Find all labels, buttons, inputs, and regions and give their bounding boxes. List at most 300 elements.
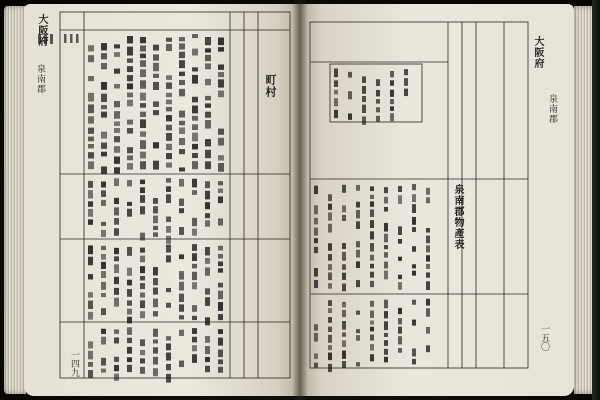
ink-glyph bbox=[398, 318, 402, 324]
ink-glyph bbox=[192, 133, 198, 142]
ink-glyph bbox=[127, 155, 133, 160]
ink-glyph bbox=[412, 184, 416, 190]
ink-glyph bbox=[88, 128, 94, 134]
ink-glyph bbox=[140, 131, 146, 136]
ink-glyph bbox=[376, 107, 380, 112]
ink-glyph bbox=[114, 298, 119, 307]
ink-glyph bbox=[140, 103, 146, 108]
ink-glyph bbox=[192, 253, 197, 261]
ink-glyph bbox=[153, 278, 158, 285]
ink-glyph bbox=[314, 333, 318, 342]
right-number-columns bbox=[314, 69, 430, 372]
ink-glyph bbox=[384, 223, 388, 232]
ink-glyph bbox=[140, 206, 145, 214]
ink-glyph bbox=[218, 64, 224, 69]
ink-glyph bbox=[218, 79, 224, 87]
ink-glyph bbox=[376, 90, 380, 97]
ink-glyph bbox=[127, 247, 132, 256]
ink-glyph bbox=[114, 337, 119, 343]
ink-glyph bbox=[166, 115, 172, 121]
ink-glyph bbox=[398, 336, 402, 344]
ink-glyph bbox=[192, 153, 198, 158]
ink-glyph bbox=[153, 357, 158, 365]
ink-glyph bbox=[101, 166, 107, 173]
ink-glyph bbox=[205, 37, 211, 45]
ink-glyph bbox=[127, 163, 133, 170]
ink-glyph bbox=[192, 218, 197, 226]
ink-glyph bbox=[88, 312, 93, 320]
ink-glyph bbox=[342, 252, 346, 261]
ink-glyph bbox=[356, 362, 360, 366]
ink-glyph bbox=[101, 105, 107, 109]
ink-glyph bbox=[356, 329, 360, 333]
ink-glyph bbox=[179, 80, 185, 85]
ink-glyph bbox=[314, 280, 318, 288]
ink-glyph bbox=[384, 340, 388, 346]
ink-glyph bbox=[140, 152, 146, 159]
ink-glyph bbox=[314, 268, 318, 277]
ink-glyph bbox=[153, 311, 158, 316]
ink-glyph bbox=[370, 321, 374, 325]
ink-glyph bbox=[356, 202, 360, 208]
ink-glyph bbox=[88, 362, 93, 367]
ink-glyph bbox=[140, 266, 145, 273]
ink-glyph bbox=[205, 346, 210, 354]
ink-glyph bbox=[342, 273, 346, 280]
ink-glyph bbox=[114, 84, 120, 88]
ink-glyph bbox=[192, 179, 197, 188]
ink-glyph bbox=[88, 45, 94, 51]
ink-glyph bbox=[356, 311, 360, 315]
ink-glyph bbox=[328, 353, 332, 361]
ink-glyph bbox=[390, 99, 394, 104]
ink-glyph bbox=[179, 37, 185, 41]
ink-glyph bbox=[205, 297, 210, 306]
ink-glyph bbox=[426, 264, 430, 269]
ink-glyph bbox=[328, 364, 332, 372]
ink-glyph bbox=[412, 320, 416, 326]
ink-glyph bbox=[218, 163, 224, 172]
ink-glyph bbox=[192, 97, 198, 103]
ink-glyph bbox=[348, 91, 352, 99]
ink-glyph bbox=[342, 264, 346, 270]
ink-glyph bbox=[205, 220, 210, 226]
left-name-columns bbox=[88, 34, 224, 174]
ink-glyph bbox=[101, 282, 106, 290]
ink-glyph bbox=[153, 101, 159, 107]
ink-glyph bbox=[101, 63, 107, 69]
ink-glyph bbox=[127, 128, 133, 134]
ink-glyph bbox=[140, 300, 145, 308]
ink-glyph bbox=[356, 261, 360, 268]
ink-glyph bbox=[101, 94, 107, 102]
ink-glyph bbox=[166, 303, 171, 308]
ink-glyph bbox=[426, 188, 430, 195]
ink-glyph bbox=[328, 345, 332, 350]
ink-glyph bbox=[328, 308, 332, 313]
ink-glyph bbox=[398, 308, 402, 314]
ink-glyph bbox=[166, 374, 171, 383]
ink-glyph bbox=[192, 34, 198, 38]
ink-glyph bbox=[153, 82, 159, 90]
ink-glyph bbox=[342, 243, 346, 249]
ink-glyph bbox=[179, 199, 184, 206]
ink-glyph bbox=[166, 364, 171, 370]
ink-glyph bbox=[342, 205, 346, 212]
ink-glyph bbox=[140, 37, 146, 43]
ink-glyph bbox=[179, 282, 184, 291]
ink-glyph bbox=[140, 180, 145, 185]
ink-glyph bbox=[384, 333, 388, 337]
ink-glyph bbox=[218, 338, 223, 346]
ink-glyph bbox=[114, 101, 120, 107]
ink-glyph bbox=[398, 257, 402, 261]
ink-glyph bbox=[127, 317, 132, 324]
ink-glyph bbox=[192, 305, 197, 312]
ink-glyph bbox=[398, 186, 402, 192]
ink-glyph bbox=[88, 55, 94, 62]
ink-glyph bbox=[192, 67, 198, 71]
ink-glyph bbox=[205, 48, 211, 52]
ink-glyph bbox=[205, 288, 210, 294]
ink-glyph bbox=[140, 248, 145, 253]
ink-glyph bbox=[205, 79, 211, 85]
ink-glyph bbox=[88, 104, 94, 113]
ink-glyph bbox=[328, 243, 332, 250]
ink-glyph bbox=[218, 283, 223, 288]
ink-glyph bbox=[205, 191, 210, 200]
ink-glyph bbox=[192, 190, 197, 195]
ink-glyph bbox=[179, 72, 185, 76]
ink-glyph bbox=[328, 327, 332, 332]
ink-glyph bbox=[166, 153, 172, 159]
ink-glyph bbox=[153, 161, 159, 170]
ink-glyph bbox=[314, 205, 318, 214]
ink-glyph bbox=[140, 140, 146, 149]
ink-glyph bbox=[101, 293, 106, 297]
ink-glyph bbox=[348, 72, 352, 78]
ink-glyph bbox=[114, 248, 119, 254]
ink-glyph bbox=[314, 238, 318, 243]
ink-glyph bbox=[88, 137, 94, 142]
ink-glyph bbox=[166, 125, 172, 131]
ink-glyph bbox=[153, 232, 158, 236]
ink-glyph bbox=[127, 36, 133, 44]
ink-glyph bbox=[140, 233, 145, 241]
ink-glyph bbox=[101, 143, 107, 149]
ink-glyph bbox=[179, 179, 184, 187]
ink-glyph bbox=[166, 100, 172, 105]
left-page-print bbox=[24, 4, 300, 396]
ink-glyph bbox=[114, 69, 120, 74]
ink-glyph bbox=[192, 272, 197, 280]
ink-glyph bbox=[334, 110, 338, 118]
ink-glyph bbox=[328, 335, 332, 343]
ink-glyph bbox=[166, 38, 172, 42]
ink-glyph bbox=[412, 204, 416, 213]
ink-glyph bbox=[153, 288, 158, 295]
ink-glyph bbox=[370, 220, 374, 228]
ink-glyph bbox=[205, 120, 211, 129]
ink-glyph bbox=[88, 219, 93, 224]
ink-glyph bbox=[370, 243, 374, 251]
ink-glyph bbox=[426, 281, 430, 290]
ink-glyph bbox=[127, 268, 132, 276]
ink-glyph bbox=[114, 198, 119, 204]
ink-glyph bbox=[192, 316, 197, 320]
ink-glyph bbox=[426, 299, 430, 306]
ink-glyph bbox=[88, 301, 93, 309]
ink-glyph bbox=[114, 146, 120, 153]
ink-glyph bbox=[205, 103, 211, 107]
ink-glyph bbox=[88, 144, 94, 148]
ink-glyph bbox=[127, 66, 133, 72]
ink-glyph bbox=[88, 152, 94, 158]
ink-glyph bbox=[412, 246, 416, 252]
ink-glyph bbox=[166, 144, 172, 150]
ink-glyph bbox=[114, 228, 119, 235]
ink-glyph bbox=[205, 63, 211, 69]
ink-glyph bbox=[390, 80, 394, 85]
ink-glyph bbox=[412, 271, 416, 276]
ink-glyph bbox=[205, 366, 210, 372]
ink-glyph bbox=[218, 138, 224, 146]
ink-glyph bbox=[384, 252, 388, 258]
ink-glyph bbox=[205, 161, 211, 169]
ink-glyph bbox=[314, 186, 318, 194]
ink-glyph bbox=[370, 231, 374, 239]
ink-glyph bbox=[192, 229, 197, 236]
ink-glyph bbox=[166, 217, 171, 223]
ink-glyph bbox=[101, 222, 106, 226]
ink-glyph bbox=[412, 227, 416, 232]
ink-glyph bbox=[153, 45, 159, 51]
ink-glyph bbox=[88, 76, 94, 81]
ink-glyph bbox=[153, 329, 158, 337]
ink-glyph bbox=[218, 268, 223, 272]
ink-glyph bbox=[166, 93, 172, 97]
ink-glyph bbox=[153, 142, 159, 148]
ink-glyph bbox=[412, 300, 416, 305]
ink-glyph bbox=[370, 255, 374, 261]
ink-glyph bbox=[426, 345, 430, 352]
ink-glyph bbox=[140, 187, 145, 193]
ink-glyph bbox=[348, 113, 352, 119]
ink-glyph bbox=[370, 311, 374, 318]
ink-glyph bbox=[153, 368, 158, 376]
ink-glyph bbox=[218, 181, 223, 185]
ink-glyph bbox=[370, 281, 374, 287]
ink-glyph bbox=[179, 121, 185, 125]
ink-glyph bbox=[390, 90, 394, 97]
ink-glyph bbox=[179, 315, 184, 319]
ink-glyph bbox=[179, 43, 185, 49]
ink-glyph bbox=[127, 365, 132, 372]
ink-glyph bbox=[218, 367, 223, 373]
ink-glyph bbox=[127, 47, 133, 56]
ink-glyph bbox=[342, 310, 346, 317]
ink-glyph bbox=[376, 79, 380, 86]
ink-glyph bbox=[114, 178, 119, 186]
ink-glyph bbox=[140, 119, 146, 128]
ink-glyph bbox=[205, 202, 210, 209]
ink-glyph bbox=[328, 254, 332, 260]
ink-glyph bbox=[140, 93, 146, 101]
ink-glyph bbox=[334, 80, 338, 87]
ink-glyph bbox=[218, 72, 224, 77]
ink-glyph bbox=[398, 275, 402, 280]
left-page-header: 大阪府 bbox=[36, 14, 47, 47]
ink-glyph bbox=[362, 117, 366, 125]
book-cover-edge bbox=[592, 0, 600, 400]
ink-glyph bbox=[101, 112, 107, 118]
ink-glyph bbox=[88, 245, 93, 254]
ink-glyph bbox=[370, 186, 374, 191]
ink-glyph bbox=[166, 226, 171, 233]
ink-glyph bbox=[404, 69, 408, 75]
ink-glyph bbox=[328, 272, 332, 280]
ink-glyph bbox=[362, 86, 366, 94]
ink-glyph bbox=[342, 215, 346, 221]
ink-glyph bbox=[218, 129, 224, 135]
ink-glyph bbox=[166, 133, 172, 141]
ink-glyph bbox=[398, 239, 402, 244]
ink-glyph bbox=[426, 228, 430, 233]
ink-glyph bbox=[140, 283, 145, 289]
ink-glyph bbox=[205, 55, 211, 61]
ink-glyph bbox=[101, 82, 107, 90]
ink-glyph bbox=[390, 113, 394, 121]
ink-glyph bbox=[153, 339, 158, 343]
ink-glyph bbox=[192, 264, 197, 269]
ink-glyph bbox=[384, 300, 388, 309]
ink-glyph bbox=[192, 328, 197, 334]
ink-glyph bbox=[101, 262, 106, 269]
ink-glyph bbox=[127, 75, 133, 81]
left-page-district: 泉南郡 bbox=[35, 64, 45, 94]
ink-glyph bbox=[342, 351, 346, 359]
ink-glyph bbox=[398, 348, 402, 353]
ink-glyph bbox=[114, 121, 120, 125]
ink-glyph bbox=[370, 301, 374, 307]
ink-glyph bbox=[166, 255, 171, 262]
ink-glyph bbox=[101, 369, 106, 373]
right-page-section-title: 泉南郡物產表 bbox=[452, 184, 463, 250]
ink-glyph bbox=[166, 163, 172, 168]
ink-glyph bbox=[362, 105, 366, 113]
ink-glyph bbox=[205, 112, 211, 118]
ink-glyph bbox=[88, 370, 93, 378]
ink-glyph bbox=[356, 241, 360, 247]
ink-glyph bbox=[370, 354, 374, 361]
ink-glyph bbox=[101, 254, 106, 260]
ink-glyph bbox=[384, 187, 388, 193]
ink-glyph bbox=[101, 182, 106, 188]
ink-glyph bbox=[127, 120, 133, 125]
ink-glyph bbox=[140, 69, 146, 77]
ink-glyph bbox=[101, 358, 106, 366]
ink-glyph bbox=[166, 245, 171, 253]
ink-glyph bbox=[127, 93, 133, 98]
ink-glyph bbox=[140, 256, 145, 263]
ink-glyph bbox=[328, 212, 332, 220]
ink-glyph bbox=[127, 309, 132, 315]
ink-glyph bbox=[192, 75, 198, 84]
ink-glyph bbox=[166, 178, 171, 183]
ink-glyph bbox=[127, 180, 132, 186]
ink-glyph bbox=[328, 194, 332, 201]
ink-glyph bbox=[342, 361, 346, 368]
ink-glyph bbox=[342, 185, 346, 193]
ink-glyph bbox=[127, 347, 132, 354]
ink-glyph bbox=[384, 271, 388, 280]
ink-glyph bbox=[205, 247, 210, 256]
ink-glyph bbox=[384, 245, 388, 249]
ink-glyph bbox=[218, 329, 223, 334]
left-page-section-title: 町村 bbox=[264, 74, 277, 98]
ink-glyph bbox=[88, 274, 93, 279]
ink-glyph bbox=[384, 197, 388, 204]
ink-glyph bbox=[114, 167, 120, 173]
ink-glyph bbox=[114, 357, 119, 362]
ink-glyph bbox=[426, 327, 430, 334]
ink-glyph bbox=[412, 264, 416, 268]
ink-glyph bbox=[342, 340, 346, 347]
ink-glyph bbox=[205, 181, 210, 188]
ink-glyph bbox=[426, 255, 430, 261]
ink-glyph bbox=[179, 330, 184, 336]
ink-glyph bbox=[153, 110, 159, 115]
ink-glyph bbox=[205, 336, 210, 343]
ink-glyph bbox=[179, 60, 185, 68]
ink-glyph bbox=[218, 261, 223, 266]
ink-glyph bbox=[140, 112, 146, 117]
ink-glyph bbox=[153, 74, 159, 78]
ink-glyph bbox=[398, 282, 402, 290]
ink-glyph bbox=[192, 282, 197, 289]
ink-glyph bbox=[205, 96, 211, 100]
ink-glyph bbox=[205, 139, 211, 146]
ink-glyph bbox=[384, 207, 388, 212]
ink-glyph bbox=[370, 344, 374, 350]
ink-glyph bbox=[328, 204, 332, 210]
ink-glyph bbox=[166, 352, 171, 360]
ink-glyph bbox=[166, 236, 171, 244]
ink-glyph bbox=[356, 185, 360, 191]
ink-glyph bbox=[88, 116, 94, 123]
ink-glyph bbox=[205, 267, 210, 275]
ink-glyph bbox=[166, 336, 171, 340]
ink-glyph bbox=[114, 218, 119, 225]
ink-glyph bbox=[192, 161, 198, 169]
ink-glyph bbox=[334, 90, 338, 95]
ink-glyph bbox=[370, 327, 374, 332]
ink-glyph bbox=[404, 89, 408, 96]
ink-glyph bbox=[314, 353, 318, 359]
ink-glyph bbox=[88, 201, 93, 207]
ink-glyph bbox=[179, 254, 184, 259]
ink-glyph bbox=[342, 333, 346, 337]
ink-glyph bbox=[140, 161, 146, 169]
ink-glyph bbox=[218, 246, 223, 251]
ink-glyph bbox=[356, 210, 360, 218]
ink-glyph bbox=[362, 76, 366, 82]
ink-glyph bbox=[127, 100, 133, 107]
ink-glyph bbox=[398, 195, 402, 204]
ink-glyph bbox=[127, 202, 132, 206]
ink-glyph bbox=[426, 245, 430, 252]
ink-glyph bbox=[140, 367, 145, 374]
